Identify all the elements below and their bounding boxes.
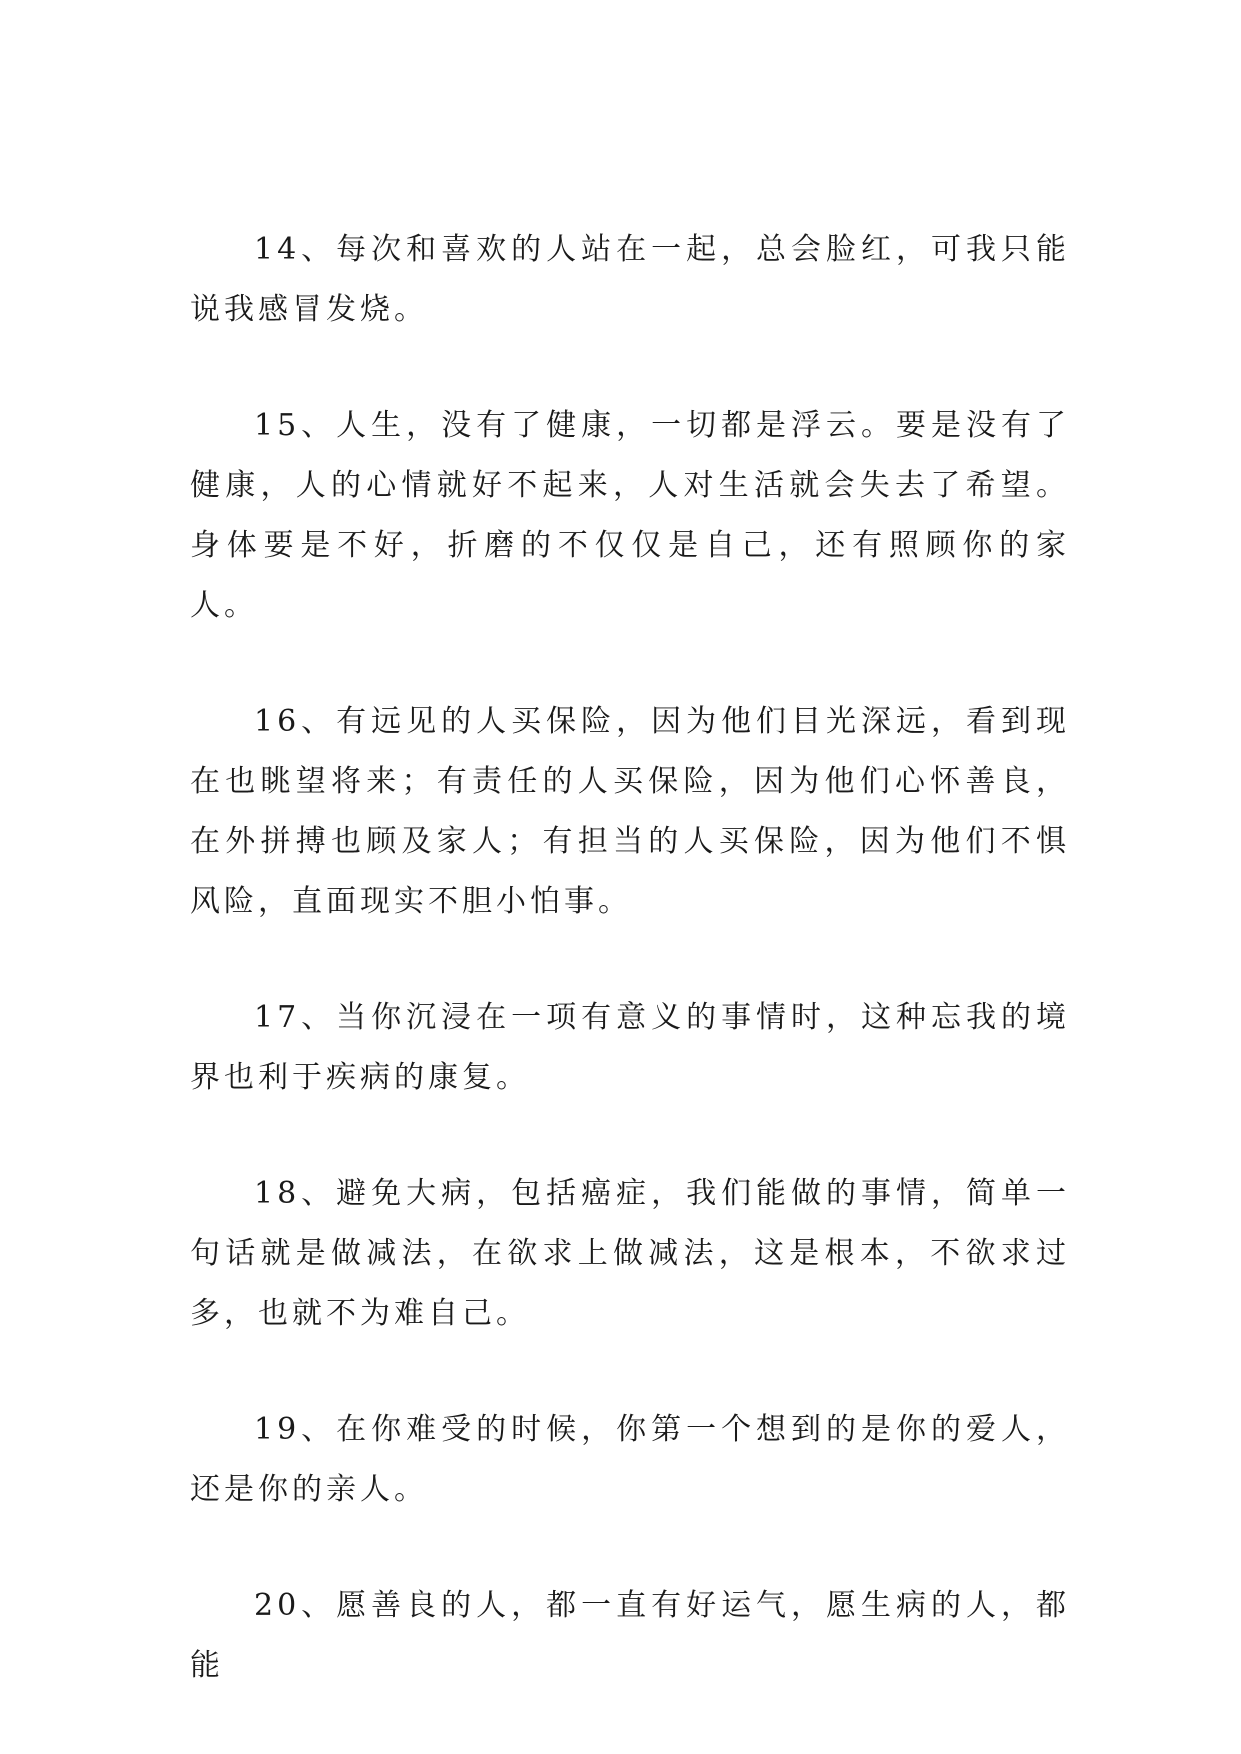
paragraph-14: 14、每次和喜欢的人站在一起，总会脸红，可我只能说我感冒发烧。 <box>190 232 1070 327</box>
paragraph-16: 16、有远见的人买保险，因为他们目光深远，看到现在也眺望将来；有责任的人买保险，因为他们心怀善良，在外拼搏也顾及家人；有担当的人买保险，因为他们不惧风险，直面现实不胆小怕事。 <box>190 704 1070 919</box>
paragraph-15: 15、人生，没有了健康，一切都是浮云。要是没有了健康，人的心情就好不起来，人对生活就会失去了希望。身体要是不好，折磨的不仅仅是自己，还有照顾你的家人。 <box>190 408 1070 623</box>
document-body <box>190 220 1070 1752</box>
paragraph-17: 17、当你沉浸在一项有意义的事情时，这种忘我的境界也利于疾病的康复。 <box>190 1000 1070 1095</box>
paragraph-19: 19、在你难受的时候，你第一个想到的是你的爱人，还是你的亲人。 <box>190 1412 1070 1507</box>
paragraph-18: 18、避免大病，包括癌症，我们能做的事情，简单一句话就是做减法，在欲求上做减法，这是根本，不欲求过多，也就不为难自己。 <box>190 1176 1070 1331</box>
paragraph-20: 20、愿善良的人，都一直有好运气，愿生病的人，都能 <box>190 1588 1070 1683</box>
